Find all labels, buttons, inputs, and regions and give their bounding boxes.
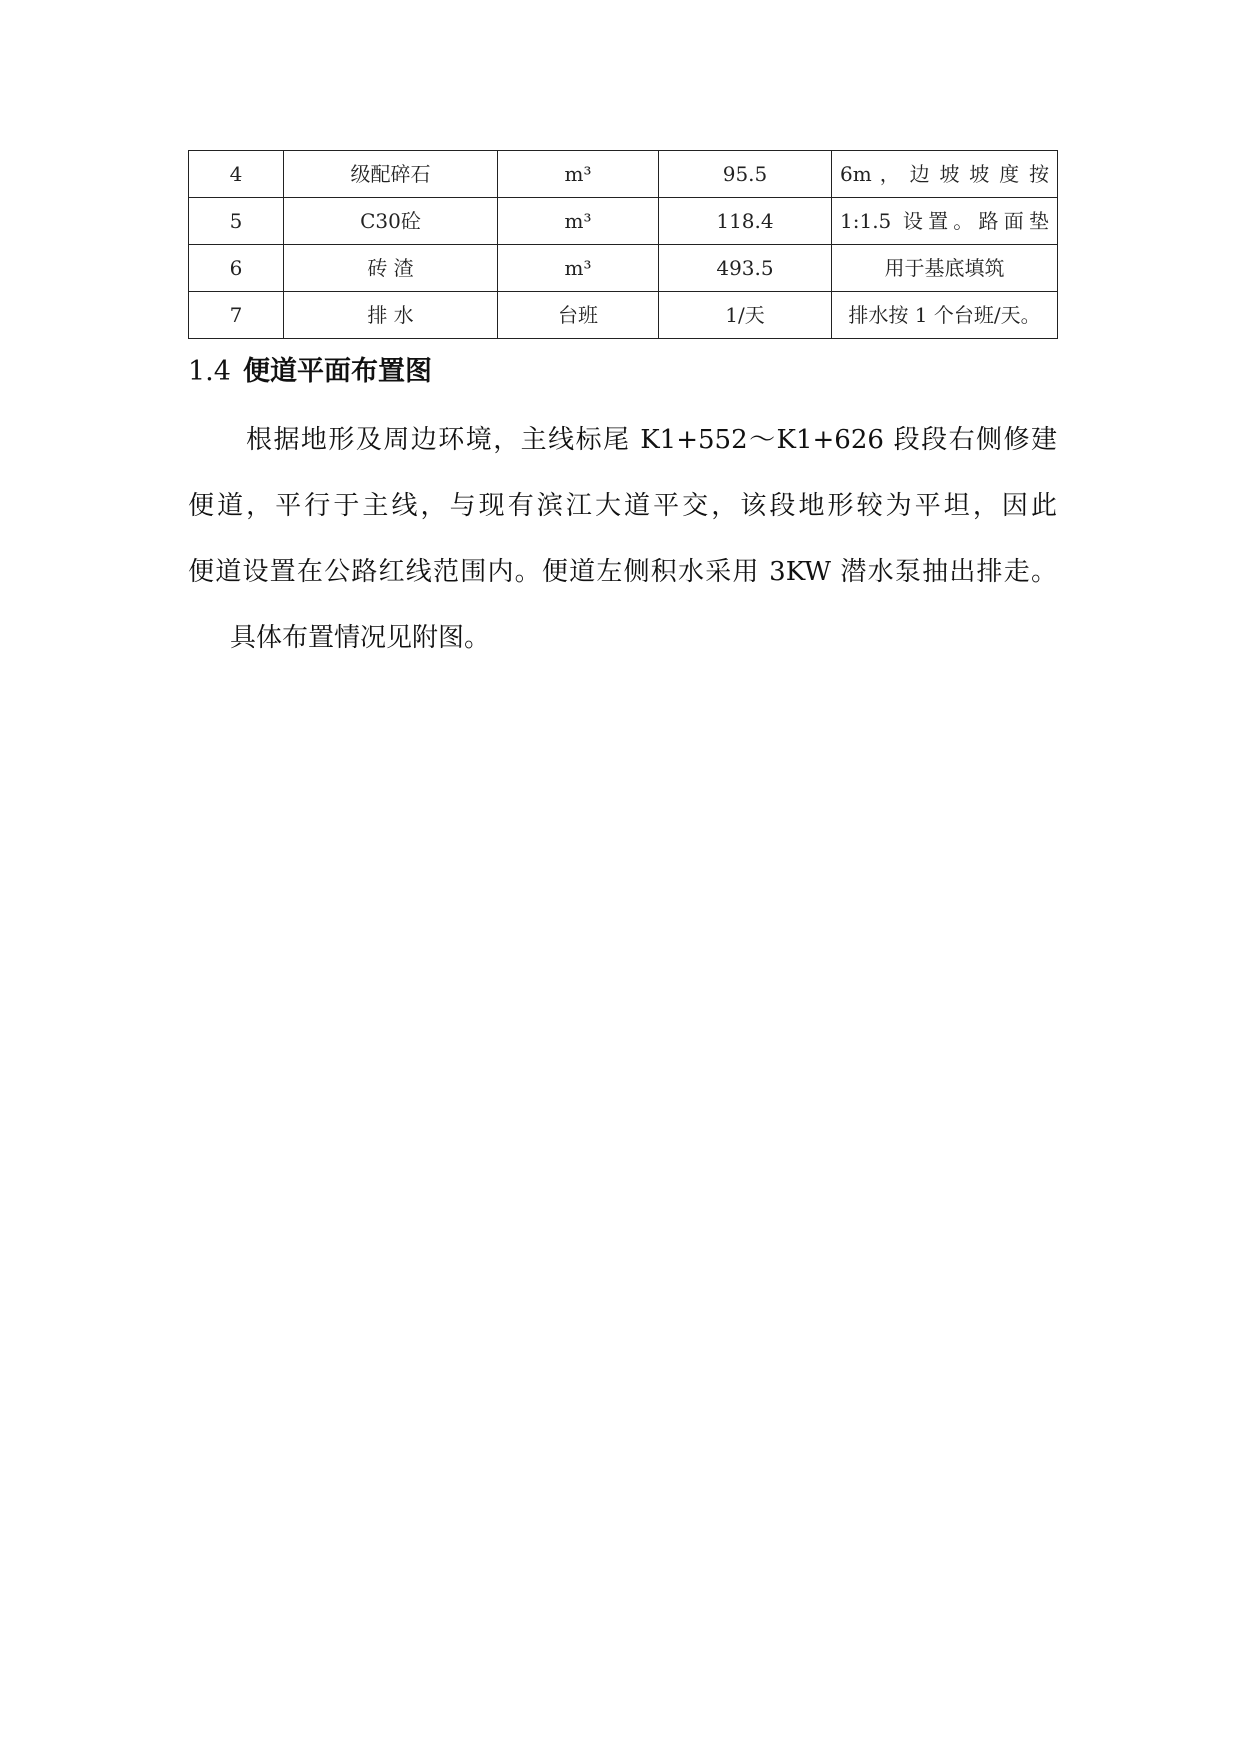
remark-text: 6m ， 边 坡 坡 度 按	[840, 162, 1049, 186]
paragraph-line: 便道，平行于主线，与现有滨江大道平交，该段地形较为平坦，因此	[188, 491, 1057, 521]
body-paragraph	[188, 605, 1057, 671]
paragraph-line: 具体布置情况见附图。	[230, 623, 491, 653]
material-name: C30砼	[284, 198, 498, 245]
material-name: 砖 渣	[284, 245, 498, 292]
material-name: 级配碎石	[284, 151, 498, 198]
table-row	[189, 245, 1058, 292]
remark: 用于基底填筑	[832, 245, 1058, 292]
unit: m³	[498, 245, 659, 292]
remark-cell-bottom	[832, 198, 1058, 245]
body-paragraph	[188, 407, 1057, 605]
remark: 排水按 1 个台班/天。	[832, 292, 1058, 339]
paragraph-line: 便道设置在公路红线范围内。便道左侧积水采用 3KW 潜水泵抽出排走。	[188, 557, 1057, 587]
unit: m³	[498, 198, 659, 245]
row-number: 5	[189, 198, 284, 245]
material-name: 排 水	[284, 292, 498, 339]
quantity: 1/天	[659, 292, 832, 339]
section-title: 便道平面布置图	[242, 356, 432, 387]
row-number: 7	[189, 292, 284, 339]
quantity: 95.5	[659, 151, 832, 198]
section-heading	[188, 352, 432, 392]
remark-text: 1:1.5 设置。路面垫	[840, 209, 1049, 233]
materials-table	[188, 150, 1058, 339]
table-row	[189, 292, 1058, 339]
quantity: 493.5	[659, 245, 832, 292]
unit: m³	[498, 151, 659, 198]
quantity: 118.4	[659, 198, 832, 245]
paragraph-line: 根据地形及周边环境，主线标尾 K1+552～K1+626 段段右侧修建	[246, 425, 1057, 455]
unit: 台班	[498, 292, 659, 339]
section-number: 1.4	[188, 356, 231, 387]
row-number: 6	[189, 245, 284, 292]
row-number: 4	[189, 151, 284, 198]
table-row	[189, 198, 1058, 245]
remark-cell-top	[832, 151, 1058, 198]
table-row	[189, 151, 1058, 198]
